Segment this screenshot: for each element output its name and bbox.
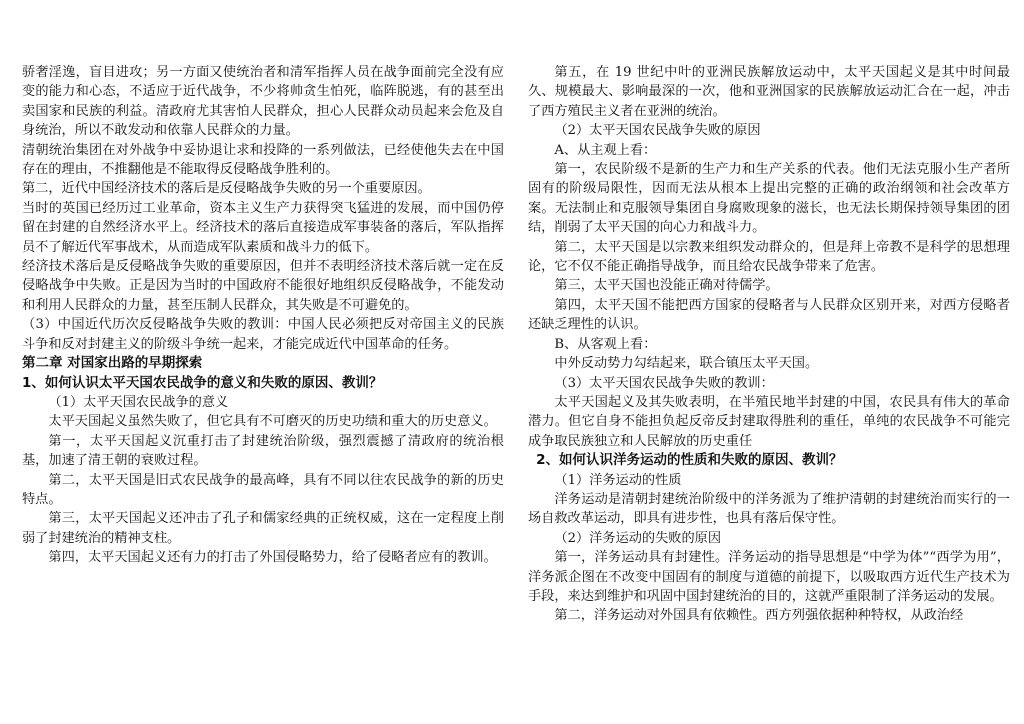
subheading: （1）洋务运动的性质 [554, 472, 682, 488]
subheading: A、从主观上看： [554, 142, 657, 158]
paragraph: 第二，太平天国是旧式农民战争的最高峰，具有不同以往农民战争的新的历史特点。 [22, 472, 504, 507]
left-column [22, 63, 504, 568]
subheading: （3）太平天国农民战争失败的教训： [554, 375, 774, 391]
subheading: B、从客观上看： [554, 336, 657, 352]
paragraph: 第一，农民阶级不是新的生产力和生产关系的代表。他们无法克服小生产者所固有的阶级局限性，因而无法从根本上提出完整的正确的政治纲领和社会改革方案。无法制止和克服领导集团自身腐败现象的滋长，也无法长期保持领导集团的团结，削弱了太平天国的向心力和战斗力。 [528, 162, 1010, 236]
paragraph: 第一，洋务运动具有封建性。洋务运动的指导思想是“中学为体”“西学为用”，洋务派企图在不改变中国固有的制度与道德的前提下，以吸取西方近代生产技术为手段，来达到维护和巩固中国封建统治的目的，这就严重限制了洋务运动的发展。 [528, 550, 1010, 604]
right-column [528, 63, 1010, 626]
paragraph: 第二，洋务运动对外国具有依赖性。西方列强依据种种特权，从政治经 [554, 608, 964, 624]
chapter-heading: 第二章 对国家出路的早期探索 [22, 355, 203, 372]
paragraph: 经济技术落后是反侵略战争失败的重要原因，但并不表明经济技术落后就一定在反侵略战争中失败。正是因为当时的中国政府不能很好地组织反侵略战争，不能发动和利用人民群众的力量，甚至压制人民群众，其失败是不可避免的。 [22, 259, 504, 313]
paragraph: 当时的英国已经历过工业革命，资本主义生产力获得突飞猛进的发展，而中国仍停留在封建的自然经济水平上。经济技术的落后直接造成军事装备的落后，军队指挥员不了解近代军事战术，从而造成军队素质和战斗力的低下。 [22, 200, 504, 255]
paragraph: 中外反动势力勾结起来，联合镇压太平天国。 [554, 356, 819, 372]
paragraph: 第二，太平天国是以宗教来组织发动群众的，但是拜上帝教不是科学的思想理论，它不仅不能正确指导战争，而且给农民战争带来了危害。 [528, 239, 1010, 275]
paragraph: 第五，在 19 世纪中叶的亚洲民族解放运动中，太平天国起义是其中时间最久、规模最大、影响最深的一次，他和亚洲国家的民族解放运动汇合在一起，冲击了西方殖民主义者在亚洲的统治。 [528, 65, 1010, 119]
paragraph: 第三，太平天国也没能正确对待儒学。 [554, 278, 779, 294]
subheading: （2）太平天国农民战争失败的原因 [554, 123, 761, 139]
paragraph: 太平天国起义虽然失败了，但它具有不可磨灭的历史功绩和重大的历史意义。 [48, 414, 497, 430]
subheading: （1）太平天国农民战争的意义 [48, 394, 229, 410]
paragraph: 太平天国起义及其失败表明，在半殖民地半封建的中国，农民具有伟大的革命潜力。但它自身不能担负起反帝反封建取得胜利的重任，单纯的农民战争不可能完成争取民族独立和人民解放的历史重任 [528, 394, 1010, 449]
paragraph: 第一，太平天国起义沉重打击了封建统治阶级，强烈震撼了清政府的统治根基，加速了清王朝的衰败过程。 [22, 433, 504, 469]
question-heading: 1、如何认识太平天国农民战争的意义和失败的原因、教训？ [22, 374, 383, 391]
paragraph: 第三，太平天国起义还冲击了孔子和儒家经典的正统权威，这在一定程度上削弱了封建统治的精神支柱。 [22, 511, 504, 546]
subheading: （2）洋务运动的失败的原因 [554, 530, 722, 546]
paragraph: 骄奢淫逸，盲目进攻；另一方面又使统治者和清军指挥人员在战争面前完全没有应变的能力和心态，不适应于近代战争，不少将帅贪生怕死，临阵脱逃，有的甚至出卖国家和民族的利益。清政府尤其害怕人民群众，担心人民群众动员起来会危及自身统治，所以不敢发动和依靠人民群众的力量。 [22, 65, 504, 139]
paragraph: 清朝统治集团在对外战争中妥协退让求和投降的一系列做法，已经使他失去在中国存在的理由，不推翻他是不能取得反侵略战争胜利的。 [22, 142, 504, 178]
question-heading: 2、如何认识洋务运动的性质和失败的原因、教训？ [536, 452, 843, 469]
paragraph: 第二，近代中国经济技术的落后是反侵略战争失败的另一个重要原因。 [22, 181, 431, 197]
paragraph: 洋务运动是清朝封建统治阶级中的洋务派为了维护清朝的封建统治而实行的一场自救改革运动，即具有进步性，也具有落后保守性。 [528, 491, 1010, 527]
paragraph: 第四，太平天国起义还有力的打击了外国侵略势力，给了侵略者应有的教训。 [48, 550, 497, 566]
paragraph: （3）中国近代历次反侵略战争失败的教训：中国人民必须把反对帝国主义的民族斗争和反对封建主义的阶级斗争统一起来，才能完成近代中国革命的任务。 [22, 317, 504, 352]
paragraph: 第四，太平天国不能把西方国家的侵略者与人民群众区别开来，对西方侵略者还缺乏理性的认识。 [528, 297, 1010, 333]
